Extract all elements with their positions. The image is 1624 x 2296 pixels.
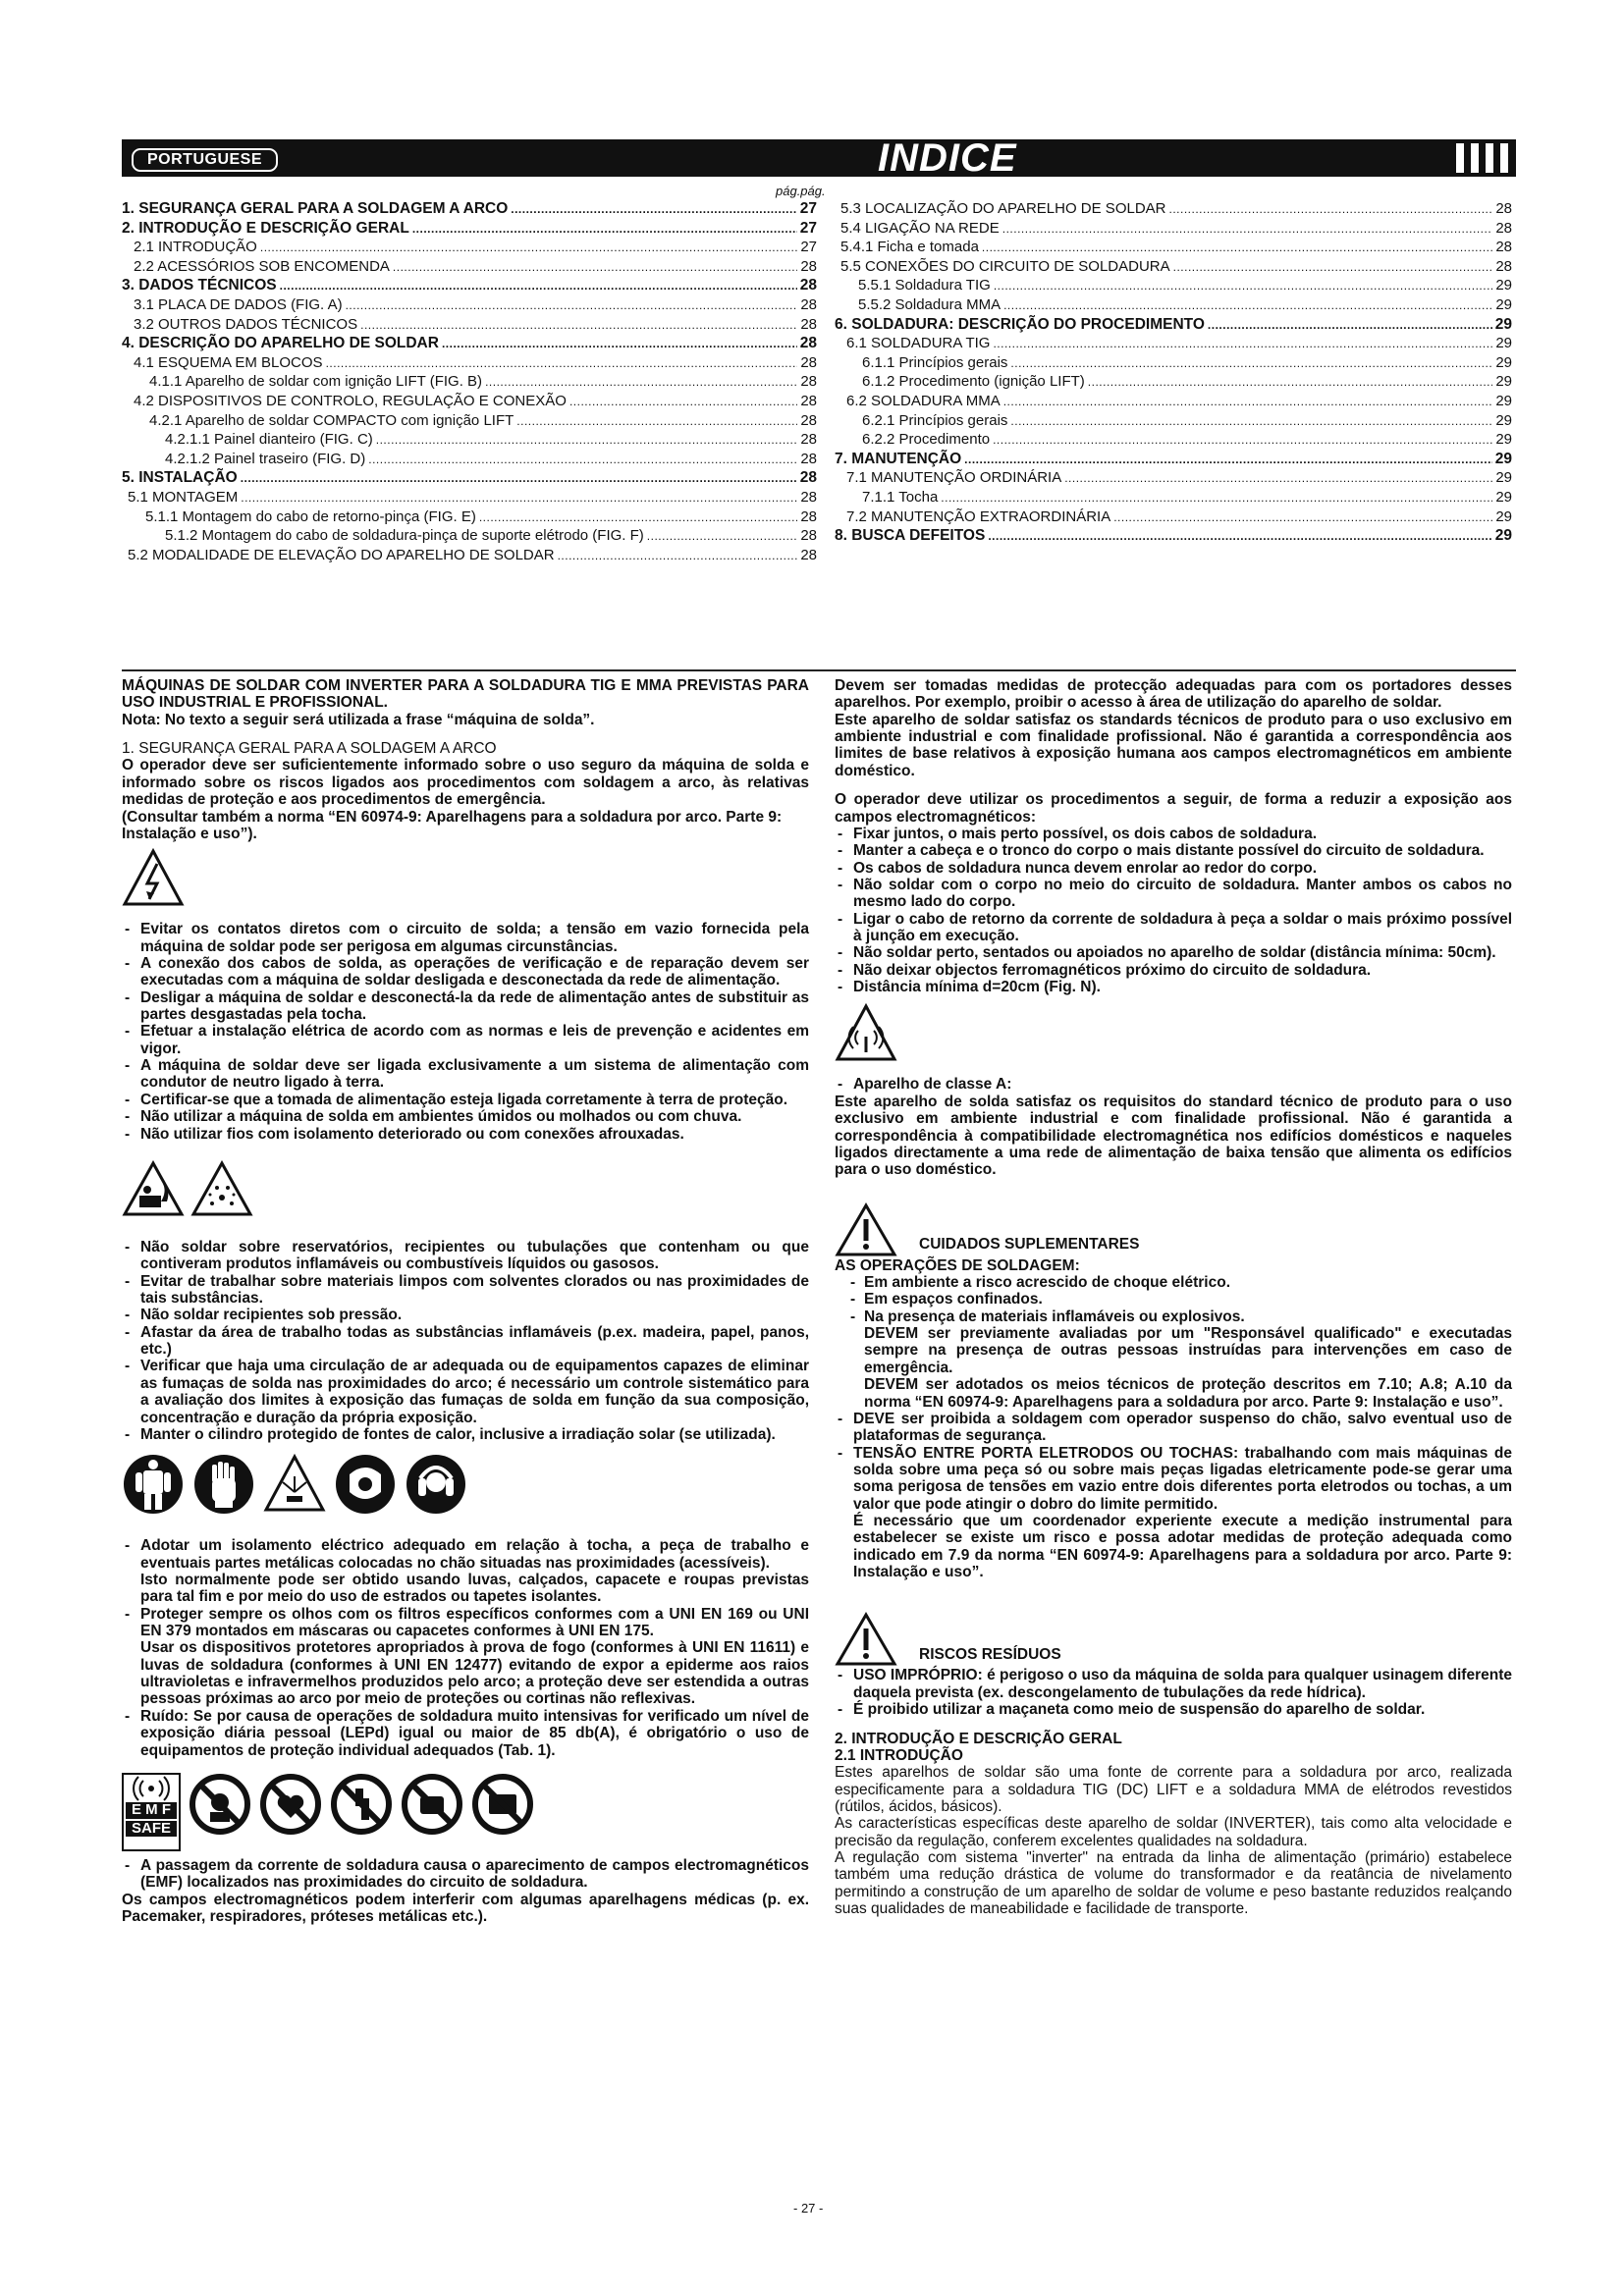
- ppe-item-2: - Proteger sempre os olhos com os filtros específicos conformes com a UNI EN 169 ou UNI EN 379 montados em máscaras ou capacetes conformes à UNI EN 175. Usar os dispositivos protetores apropriados à prova de fogo (conformes à UNI EN 11611) e luvas de soldadura (conformes à UNI EN 12477) evitando de expor a epiderme aos raios ultravioletas e infravermelhos produzidos pelo arco; a proteção deve ser estendida a outras pessoas próximas ao arco por meio de proteções ou cortinas não reflexivas.: [122, 1606, 809, 1708]
- toc-entry-title: 5.4.1 Ficha e tomada: [840, 239, 979, 256]
- toc-entry: [122, 239, 817, 258]
- toc-entry-page: 29: [1495, 373, 1512, 391]
- toc-leader-dots: [964, 453, 1492, 466]
- no-pacemaker-icon: [189, 1773, 251, 1836]
- section-1-body: O operador deve ser suficientemente informado sobre o uso seguro da máquina de solda e informado sobre os riscos ligados aos procedimentos com soldagem a arco, às relativas medidas de proteção e aos procedimentos de emergência.: [122, 757, 809, 809]
- class-a-body: Este aparelho de solda satisfaz os requisitos do standard técnico de produto para o uso exclusivo em ambiente industrial e com finalidade profissional. Não é garantida a correspondência à compatibilidade electromagnética nos edifícios domésticos e naqueles ligados directamente a uma rede de alimentação de baixa tensão que alimenta os edifícios para o uso doméstico.: [835, 1093, 1512, 1179]
- toc-entry-title: 4.2.1.2 Painel traseiro (FIG. D): [165, 450, 366, 467]
- header-band: [122, 136, 1516, 180]
- toc-entry: [835, 527, 1512, 547]
- left-column: [122, 677, 809, 1925]
- toc-entry: [122, 258, 817, 278]
- toc-entry-page: 29: [1495, 469, 1512, 487]
- qualified-evaluation: DEVEM ser previamente avaliadas por um "Responsável qualificado" e executadas sempre na presença de outras pessoas instruídas para intervenções em caso de emergência.: [864, 1325, 1512, 1376]
- toc-entry-title: 5.1 MONTAGEM: [128, 488, 239, 506]
- toc-entry-title: 6.1 SOLDADURA TIG: [846, 335, 991, 352]
- toc-entry-title: 6.2.2 Procedimento: [862, 431, 991, 449]
- toc-entry: [835, 335, 1512, 354]
- toc-entry: [122, 220, 817, 240]
- toc-entry-title: 3.2 OUTROS DADOS TÉCNICOS: [134, 315, 358, 333]
- toc-entry: [835, 412, 1512, 432]
- toc-entry-page: 28: [800, 257, 817, 275]
- electric-safety-item: - A máquina de soldar deve ser ligada exclusivamente a um sistema de alimentação com condutor de neutro ligado à terra.: [122, 1057, 809, 1092]
- emf-standards: Este aparelho de soldar satisfaz os standards técnicos de produto para o uso exclusivo em ambiente industrial e com finalidade profissional. Não é garantida a correspondência aos limites de base relativos à exposição humana aos campos electromagnéticos em ambiente doméstico.: [835, 711, 1512, 779]
- flammable-icon: [122, 1160, 185, 1217]
- toc-entry-title: 5. INSTALAÇÃO: [122, 469, 238, 487]
- risk-environment-list: [835, 1274, 1512, 1325]
- radiation-warning-icon: [263, 1453, 326, 1516]
- toc-entry-page: 28: [800, 353, 817, 371]
- face-shield-icon: [334, 1453, 397, 1516]
- electric-safety-item: - A conexão dos cabos de solda, as operações de verificação e de reparação devem ser executadas com a máquina de soldar desligada e desconectada da rede de alimentação.: [122, 955, 809, 989]
- emf-procedures-list: [835, 826, 1512, 996]
- emf-procedure-item: - Manter a cabeça e o tronco do corpo o mais distante possível do circuito de soldadura.: [835, 842, 1512, 859]
- toc-entry-title: 2.1 INTRODUÇÃO: [134, 239, 257, 256]
- toc-entry-page: 28: [800, 431, 817, 449]
- toc-leader-dots: [1208, 318, 1492, 332]
- toc-entry-page: 28: [800, 488, 817, 506]
- toc-entry-title: 7.1 MANUTENÇÃO ORDINÁRIA: [846, 469, 1062, 487]
- emf-procedure-item: - Ligar o cabo de retorno da corrente de soldadura à peça a soldar o mais próximo possível à junção em execução.: [835, 911, 1512, 945]
- electric-shock-icon: [122, 842, 809, 921]
- toc-entry-page: 27: [800, 239, 817, 256]
- supplementary-care-block: [835, 1179, 1512, 1257]
- no-magnetic-card-icon: [471, 1773, 534, 1836]
- toc-entry-title: 5.1.1 Montagem do cabo de retorno-pinça (FIG. E): [145, 507, 476, 525]
- intro-paragraph-2: As características específicas deste aparelho de soldar (INVERTER), tais como alta velocidade e precisão da regulação, conferem excelentes qualidades na soldadura.: [835, 1815, 1512, 1849]
- toc-entry-title: 5.1.2 Montagem do cabo de soldadura-pinça de suporte elétrodo (FIG. F): [165, 527, 644, 545]
- toc-entry-page: 29: [1495, 392, 1512, 409]
- toc-entry-page: 29: [1495, 295, 1512, 313]
- toc-entry: [835, 296, 1512, 316]
- toc-entry-title: 5.5 CONEXÕES DO CIRCUITO DE SOLDADURA: [840, 257, 1170, 275]
- toc-leader-dots: [1003, 395, 1493, 408]
- fire-explosion-icons: [122, 1143, 809, 1239]
- toc-leader-dots: [1010, 356, 1492, 370]
- toc-leader-dots: [994, 279, 1493, 293]
- risk-environment-item: - Na presença de materiais inflamáveis ou explosivos.: [835, 1308, 1512, 1325]
- toc-leader-dots: [1010, 414, 1492, 428]
- emf-procedure-item: - Não soldar com o corpo no meio do circuito de soldadura. Manter ambos os cabos no mesmo lado do corpo.: [835, 877, 1512, 911]
- operator-warning-item: - TENSÃO ENTRE PORTA ELETRODOS OU TOCHAS: trabalhando com mais máquinas de solda sobre uma peça só ou sobre mais peças ligadas eletricamente pode-se gerar uma soma perigosa de tensões em vazio entre dois diferentes porta eletrodos ou tochas, a um valor que pode atingir o dobro do limite permitido.: [835, 1445, 1512, 1513]
- toc-entry: [122, 489, 817, 508]
- toc-leader-dots: [988, 529, 1491, 543]
- toc-leader-dots: [485, 375, 797, 389]
- toc-entry: [122, 469, 817, 489]
- toc-entry: [835, 239, 1512, 258]
- fire-safety-item: - Afastar da área de trabalho todas as substâncias inflamáveis (p.ex. madeira, papel, panos, etc.): [122, 1324, 809, 1359]
- toc-entry-title: 3.1 PLACA DE DADOS (FIG. A): [134, 295, 343, 313]
- fire-safety-item: - Não soldar sobre reservatórios, recipientes ou tubulações que contenham ou que contiveram produtos inflamáveis ou combustíveis líquidos ou gasosos.: [122, 1239, 809, 1273]
- gloves-icon: [192, 1453, 255, 1516]
- toc-entry-page: 28: [1495, 257, 1512, 275]
- toc-leader-dots: [941, 491, 1492, 505]
- emf-procedure-item: - Não soldar perto, sentados ou apoiados no aparelho de soldar (distância mínima: 50cm).: [835, 944, 1512, 961]
- toc-leader-dots: [360, 318, 797, 332]
- toc-entry-page: 28: [800, 546, 817, 563]
- warning-icon-2: [835, 1612, 897, 1667]
- toc-entry-title: 4.2 DISPOSITIVOS DE CONTROLO, REGULAÇÃO E CONEXÃO: [134, 392, 567, 409]
- toc-entry-page: 29: [1494, 450, 1512, 467]
- toc-entry: [122, 527, 817, 547]
- toc-entry-title: 2.2 ACESSÓRIOS SOB ENCOMENDA: [134, 257, 390, 275]
- ppe-icons: [122, 1443, 809, 1537]
- toc-entry: [835, 277, 1512, 296]
- toc-entry-page: 28: [800, 315, 817, 333]
- ppe-item-1: - Adotar um isolamento eléctrico adequado em relação à tocha, a peça de trabalho e eventuais partes metálicas colocadas no chão situadas nas proximidades (acessíveis). Isto normalmente pode ser obtido usando luvas, calçados, capacete e roupas previstas para tal fim e por meio do uso de estrados ou tapetes isolantes.: [122, 1537, 809, 1605]
- toc-entry: [835, 220, 1512, 240]
- header-bars-decoration: [1456, 143, 1508, 173]
- toc-entry: [835, 393, 1512, 412]
- emf-procedure-item: - Distância mínima d=20cm (Fig. N).: [835, 979, 1512, 995]
- no-heart-device-icon: [259, 1773, 322, 1836]
- language-tag: PORTUGUESE: [132, 148, 278, 172]
- supplementary-care-title: CUIDADOS SUPLEMENTARES: [919, 1236, 1140, 1254]
- toc-leader-dots: [368, 453, 797, 466]
- toc-entry-page: 29: [1495, 353, 1512, 371]
- toc-entry: [835, 200, 1512, 220]
- toc-entry-title: 4.1.1 Aparelho de soldar com ignição LIFT (FIG. B): [149, 373, 483, 391]
- toc-leader-dots: [516, 414, 797, 428]
- toc-leader-dots: [1173, 260, 1493, 274]
- toc-entry-title: 4.1 ESQUEMA EM BLOCOS: [134, 353, 323, 371]
- toc-leader-dots: [260, 240, 797, 254]
- toc-leader-dots: [280, 279, 797, 293]
- toc-entry-title: 7. MANUTENÇÃO: [835, 450, 962, 467]
- electric-safety-item: - Certificar-se que a tomada de alimentação esteja ligada corretamente à terra de proteção.: [122, 1092, 809, 1108]
- fire-safety-list: [122, 1239, 809, 1443]
- toc-entry: [122, 393, 817, 412]
- toc-entry-title: 6.2 SOLDADURA MMA: [846, 392, 1001, 409]
- toc-right: [835, 200, 1512, 547]
- fire-safety-item: - Evitar de trabalhar sobre materiais limpos com solventes clorados ou nas proximidades de tais substâncias.: [122, 1273, 809, 1308]
- right-column: [835, 677, 1512, 1917]
- electric-safety-item: - Não utilizar a máquina de solda em ambientes úmidos ou molhados ou com chuva.: [122, 1108, 809, 1125]
- toc-leader-dots: [569, 395, 797, 408]
- toc-leader-dots: [647, 529, 798, 543]
- operator-warning-item: - DEVE ser proibida a soldagem com operador suspenso do chão, salvo eventual uso de plataformas de segurança.: [835, 1411, 1512, 1445]
- toc-entry: [122, 296, 817, 316]
- toc-entry: [835, 373, 1512, 393]
- toc-entry-page: 27: [799, 219, 817, 237]
- toc-entry: [122, 354, 817, 374]
- explosion-icon: [190, 1160, 253, 1217]
- section-2-title: 2. INTRODUÇÃO E DESCRIÇÃO GERAL: [835, 1730, 1122, 1747]
- toc-entry-page: 28: [799, 469, 817, 487]
- toc-entry-title: 3. DADOS TÉCNICOS: [122, 277, 277, 294]
- toc-entry-page: 27: [799, 200, 817, 217]
- electric-safety-item: - Desligar a máquina de soldar e desconectá-la da rede de alimentação antes de substituir as partes desgastadas pela tocha.: [122, 989, 809, 1024]
- electric-safety-item: - Efetuar a instalação elétrica de acordo com as normas e leis de prevenção e acidentes em vigor.: [122, 1023, 809, 1057]
- toc-leader-dots: [442, 337, 797, 350]
- toc-entry: [835, 431, 1512, 451]
- residual-risk-item: - É proibido utilizar a maçaneta como meio de suspensão do aparelho de soldar.: [835, 1701, 1512, 1718]
- toc-entry-page: 29: [1495, 335, 1512, 352]
- toc-entry: [122, 431, 817, 451]
- electric-safety-item: - Evitar os contatos diretos com o circuito de solda; a tensão em vazio fornecida pela máquina de soldar pode ser perigosa em algumas circunstâncias.: [122, 921, 809, 955]
- toc-leader-dots: [241, 491, 797, 505]
- toc-entry: [122, 316, 817, 336]
- toc-entry-page: 29: [1495, 277, 1512, 294]
- toc-entry-page: 28: [1495, 219, 1512, 237]
- coordinator-measurement: É necessário que um coordenador experiente execute a medição instrumental para estabelecer se existe um risco e possa adotar medidas de proteção adequada como indicado em 7.9 da norma “EN 60974-9: Aparelhagens para a soldadura por arco. Parte 9: Instalação e uso”.: [853, 1513, 1512, 1581]
- emf-list: [122, 1857, 809, 1892]
- page-title: INDICE: [878, 136, 1017, 180]
- radio-warning-icon: [835, 995, 1512, 1076]
- toc-leader-dots: [982, 240, 1492, 254]
- toc-leader-dots: [1113, 510, 1492, 524]
- section-1-consult: (Consultar também a norma “EN 60974-9: Aparelhagens para a soldadura por arco. Parte 9: Instalação e uso”).: [122, 808, 783, 842]
- toc-entry: [835, 489, 1512, 508]
- ear-protection-icon: [405, 1453, 467, 1516]
- intro-paragraph-1: Estes aparelhos de soldar são uma fonte de corrente para a soldadura por arco, realizada especificamente para a soldadura TIG (DC) LIFT e a soldadura MMA de elétrodos revestidos (rútilos, ácidos, básicos).: [835, 1764, 1512, 1815]
- toc-entry-title: 7.1.1 Tocha: [862, 488, 939, 506]
- toc-entry: [835, 354, 1512, 374]
- toc-entry-page: 28: [800, 295, 817, 313]
- toc-entry-title: 6.2.1 Princípios gerais: [862, 411, 1008, 429]
- toc-left: [122, 200, 817, 565]
- toc-entry-page: 28: [1495, 200, 1512, 217]
- toc-leader-dots: [993, 433, 1492, 447]
- toc-entry-title: 6.1.1 Princípios gerais: [862, 353, 1008, 371]
- toc-entry: [835, 316, 1512, 336]
- intro-heading: MÁQUINAS DE SOLDAR COM INVERTER PARA A SOLDADURA TIG E MMA PREVISTAS PARA USO INDUSTRIAL E PROFISSIONAL.: [122, 677, 809, 712]
- toc-leader-dots: [993, 337, 1492, 350]
- toc-entry: [835, 508, 1512, 528]
- toc-entry: [122, 200, 817, 220]
- welding-operations-title: AS OPERAÇÕES DE SOLDAGEM:: [835, 1256, 1080, 1274]
- toc-entry-page: 29: [1495, 507, 1512, 525]
- operator-warnings-list: [835, 1411, 1512, 1513]
- toc-leader-dots: [241, 471, 797, 485]
- residual-risks-title: RISCOS RESÍDUOS: [919, 1646, 1061, 1664]
- toc-entry-title: 5.2 MODALIDADE DE ELEVAÇÃO DO APARELHO DE SOLDAR: [128, 546, 555, 563]
- toc-entry-page: 28: [800, 373, 817, 391]
- toc-entry-page: 28: [800, 507, 817, 525]
- page-number: - 27 -: [793, 2201, 824, 2216]
- intro-paragraph-3: A regulação com sistema "inverter" na entrada da linha de alimentação (primário) estabelece também uma redução drástica de volume do transformador e da reatância de nivelamento permitindo a construção de um aparelho de soldar de volume e peso bastante reduzidos realçando suas qualidades de maneabilidade e facilidade de transporte.: [835, 1849, 1512, 1918]
- section-2-1-title: 2.1 INTRODUÇÃO: [835, 1746, 963, 1764]
- toc-entry: [835, 469, 1512, 489]
- toc-entry-page: 28: [799, 335, 817, 352]
- page-column-label: pág.pág.: [776, 184, 826, 198]
- toc-leader-dots: [393, 260, 797, 274]
- toc-leader-dots: [1003, 298, 1492, 312]
- toc-entry-title: 5.5.2 Soldadura MMA: [858, 295, 1001, 313]
- toc-leader-dots: [412, 222, 797, 236]
- toc-entry-page: 29: [1495, 488, 1512, 506]
- toc-leader-dots: [1088, 375, 1493, 389]
- toc-entry-page: 28: [799, 277, 817, 294]
- fire-safety-item: - Não soldar recipientes sob pressão.: [122, 1307, 809, 1323]
- toc-entry-page: 28: [1495, 239, 1512, 256]
- toc-entry-page: 29: [1494, 315, 1512, 333]
- emf-icons: [122, 1759, 809, 1857]
- emf-note: Os campos electromagnéticos podem interferir com algumas aparelhagens médicas (p. ex. Pacemaker, respiradores, próteses metálicas etc.).: [122, 1891, 809, 1925]
- toc-entry-page: 28: [800, 411, 817, 429]
- toc-entry: [122, 547, 817, 566]
- toc-entry-page: 29: [1494, 527, 1512, 545]
- electric-safety-item: - Não utilizar fios com isolamento deteriorado ou com conexões afrouxadas.: [122, 1126, 809, 1143]
- ppe-list: [122, 1537, 809, 1759]
- toc-entry-page: 28: [800, 392, 817, 409]
- toc-entry-title: 2. INTRODUÇÃO E DESCRIÇÃO GERAL: [122, 219, 409, 237]
- toc-entry-title: 7.2 MANUTENÇÃO EXTRAORDINÁRIA: [846, 507, 1111, 525]
- toc-entry-page: 28: [800, 527, 817, 545]
- toc-leader-dots: [479, 510, 797, 524]
- toc-leader-dots: [1002, 222, 1493, 236]
- toc-leader-dots: [346, 298, 798, 312]
- toc-entry-title: 1. SEGURANÇA GERAL PARA A SOLDAGEM A ARCO: [122, 200, 509, 217]
- ppe-item-3: - Ruído: Se por causa de operações de soldadura muito intensivas for verificado um nível de exposição diária pessoal (LEPd) igual ou maior de 85 db(A), é obrigatório o uso de equipamentos de proteção individual adequados (Tab. 1).: [122, 1708, 809, 1759]
- warning-icon: [835, 1202, 897, 1257]
- toc-leader-dots: [511, 202, 796, 216]
- toc-leader-dots: [1169, 202, 1493, 216]
- protective-clothing-icon: [122, 1453, 185, 1516]
- toc-leader-dots: [558, 549, 798, 562]
- class-a-list: [835, 1076, 1512, 1093]
- no-watch-icon: [401, 1773, 463, 1836]
- emf-safe-icon: E M F SAFE: [122, 1773, 181, 1851]
- residual-risk-item: - USO IMPRÓPRIO: é perigoso o uso da máquina de solda para qualquer usinagem diferente daquela prevista (ex. descongelamento de tubulações da rede hídrica).: [835, 1667, 1512, 1701]
- toc-entry: [835, 451, 1512, 470]
- class-a-title: - Aparelho de classe A:: [835, 1076, 1512, 1093]
- risk-environment-item: - Em ambiente a risco acrescido de choque elétrico.: [835, 1274, 1512, 1291]
- toc-entry-page: 28: [800, 450, 817, 467]
- toc-leader-dots: [326, 356, 798, 370]
- toc-entry-page: 29: [1495, 411, 1512, 429]
- toc-leader-dots: [1064, 471, 1492, 485]
- toc-entry: [122, 335, 817, 354]
- residual-risks-block: [835, 1580, 1512, 1667]
- technical-means: DEVEM ser adotados os meios técnicos de proteção descritos em 7.10; A.8; A.10 da norma “EN 60974-9: Aparelhagens para a soldadura por arco. Parte 9: Instalação e uso”.: [864, 1376, 1512, 1411]
- toc-entry-title: 4.2.1 Aparelho de soldar COMPACTO com ignição LIFT: [149, 411, 514, 429]
- section-1-title: 1. SEGURANÇA GERAL PARA A SOLDAGEM A ARCO: [122, 740, 497, 758]
- toc-entry: [835, 258, 1512, 278]
- emf-item: - A passagem da corrente de soldadura causa o aparecimento de campos electromagnéticos (EMF) localizados nas proximidades do circuito de soldadura.: [122, 1857, 809, 1892]
- toc-entry-title: 5.3 LOCALIZAÇÃO DO APARELHO DE SOLDAR: [840, 200, 1166, 217]
- divider: [122, 669, 1516, 671]
- fire-safety-item: - Manter o cilindro protegido de fontes de calor, inclusive a irradiação solar (se utilizada).: [122, 1426, 809, 1443]
- emf-procedure-item: - Os cabos de soldadura nunca devem enrolar ao redor do corpo.: [835, 860, 1512, 877]
- toc-entry-title: 6. SOLDADURA: DESCRIÇÃO DO PROCEDIMENTO: [835, 315, 1205, 333]
- emf-procedure-item: - Fixar juntos, o mais perto possível, os dois cabos de soldadura.: [835, 826, 1512, 842]
- toc-entry-title: 4. DESCRIÇÃO DO APARELHO DE SOLDAR: [122, 335, 439, 352]
- risk-environment-item: - Em espaços confinados.: [835, 1291, 1512, 1308]
- toc-entry: [122, 451, 817, 470]
- electric-safety-list: [122, 921, 809, 1143]
- toc-entry-page: 29: [1495, 431, 1512, 449]
- emf-measures: Devem ser tomadas medidas de protecção adequadas para com os portadores desses aparelhos. Por exemplo, proibir o acesso à área de utilização do aparelho de soldar.: [835, 677, 1512, 712]
- fire-safety-item: - Verificar que haja uma circulação de ar adequada ou de equipamentos capazes de eliminar as fumaças de solda nas proximidades do arco; é necessário um controle sistemático para a avaliação dos limites à exposição das fumaças de solda em função da sua composição, concentração e duração da própria exposição.: [122, 1358, 809, 1425]
- toc-entry-title: 5.5.1 Soldadura TIG: [858, 277, 991, 294]
- no-metal-implant-icon: [330, 1773, 393, 1836]
- toc-entry-title: 6.1.2 Procedimento (ignição LIFT): [862, 373, 1085, 391]
- note: Nota: No texto a seguir será utilizada a frase “máquina de solda”.: [122, 711, 595, 728]
- residual-risks-list: [835, 1667, 1512, 1718]
- emf-procedure-item: - Não deixar objectos ferromagnéticos próximo do circuito de soldadura.: [835, 962, 1512, 979]
- toc-entry: [122, 277, 817, 296]
- emf-procedures-intro: O operador deve utilizar os procedimentos a seguir, de forma a reduzir a exposição aos campos electromagnéticos:: [835, 791, 1512, 826]
- toc-entry-title: 4.2.1.1 Painel dianteiro (FIG. C): [165, 431, 373, 449]
- toc-entry: [122, 373, 817, 393]
- toc-leader-dots: [376, 433, 798, 447]
- toc-entry-title: 8. BUSCA DEFEITOS: [835, 527, 986, 545]
- toc-entry-title: 5.4 LIGAÇÃO NA REDE: [840, 219, 1000, 237]
- toc-entry: [122, 412, 817, 432]
- toc-entry: [122, 508, 817, 528]
